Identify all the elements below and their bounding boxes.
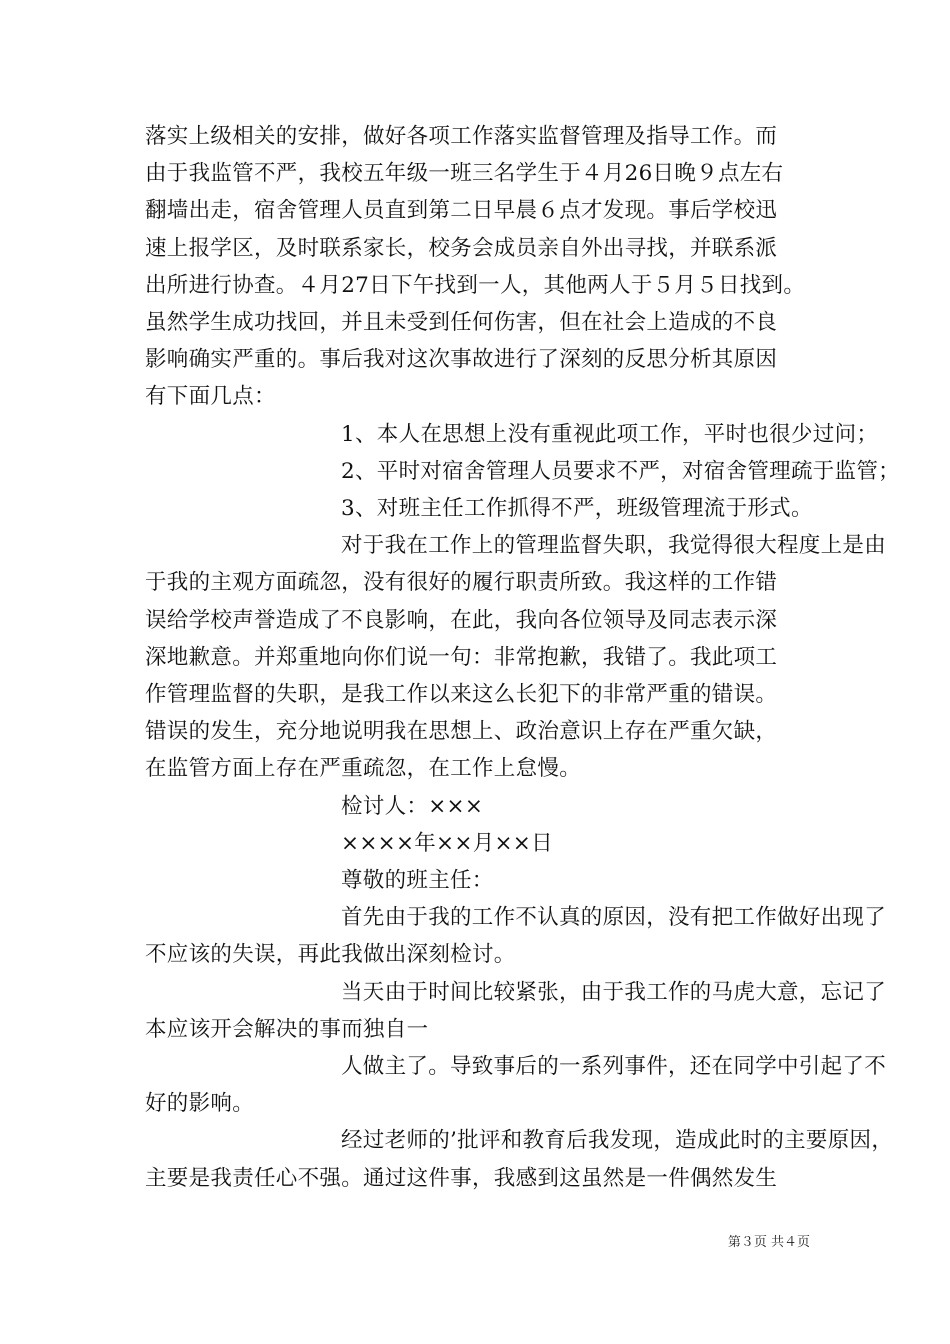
- text-line: 在监管方面上存在严重疏忽，在工作上怠慢。: [145, 756, 582, 782]
- list-item: 2、平时对宿舍管理人员要求不严，对宿舍管理疏于监管；: [341, 458, 900, 484]
- text-line: 影响确实严重的。事后我对这次事故进行了深刻的反思分析其原因: [145, 347, 778, 373]
- text-line: 有下面几点：: [145, 384, 276, 410]
- text-line: 人做主了。导致事后的一系列事件，还在同学中引起了不: [341, 1054, 887, 1080]
- text-line: 经过老师的’批评和教育后我发现，造成此时的主要原因，: [341, 1128, 894, 1154]
- text-line: 作管理监督的失职，是我工作以来这么长犯下的非常严重的错误。: [145, 682, 778, 708]
- text-line: 本应该开会解决的事而独自一: [145, 1016, 429, 1042]
- text-line: 误给学校声誉造成了不良影响，在此，我向各位领导及同志表示深: [145, 607, 778, 633]
- date-line: ××××年××月××日: [341, 830, 553, 856]
- signature-line: 检讨人：×××: [341, 793, 484, 819]
- text-line: 不应该的失误，再此我做出深刻检讨。: [145, 942, 516, 968]
- text-line: 好的影响。: [145, 1091, 255, 1117]
- list-item: 1、本人在思想上没有重视此项工作，平时也很少过问；: [341, 421, 879, 447]
- text-line: 出所进行协查。４月27日下午找到一人，其他两人于５月５日找到。: [145, 272, 806, 298]
- text-line: 错误的发生，充分地说明我在思想上、政治意识上存在严重欠缺，: [145, 719, 778, 745]
- body-text: [145, 118, 900, 1197]
- text-line: 虽然学生成功找回，并且未受到任何伤害，但在社会上造成的不良: [145, 310, 778, 336]
- text-line: 由于我监管不严，我校五年级一班三名学生于４月26日晚９点左右: [145, 161, 784, 187]
- text-line: 当天由于时间比较紧张，由于我工作的马虎大意，忘记了: [341, 979, 887, 1005]
- text-line: 对于我在工作上的管理监督失职，我觉得很大程度上是由: [341, 533, 887, 559]
- page-number: 第３页 共４页: [727, 1235, 810, 1250]
- salutation: 尊敬的班主任：: [341, 868, 494, 894]
- text-line: 翻墙出走，宿舍管理人员直到第二日早晨６点才发现。事后学校迅: [145, 198, 778, 224]
- text-line: 速上报学区，及时联系家长，校务会成员亲自外出寻找，并联系派: [145, 235, 778, 261]
- text-line: 首先由于我的工作不认真的原因，没有把工作做好出现了: [341, 905, 887, 931]
- text-line: 于我的主观方面疏忽，没有很好的履行职责所致。我这样的工作错: [145, 570, 778, 596]
- list-item: 3、对班主任工作抓得不严，班级管理流于形式。: [341, 496, 813, 522]
- text-line: 落实上级相关的安排，做好各项工作落实监督管理及指导工作。而: [145, 124, 778, 149]
- text-line: 主要是我责任心不强。通过这件事，我感到这虽然是一件偶然发生: [145, 1165, 778, 1191]
- text-line: 深地歉意。并郑重地向你们说一句：非常抱歉，我错了。我此项工: [145, 644, 778, 670]
